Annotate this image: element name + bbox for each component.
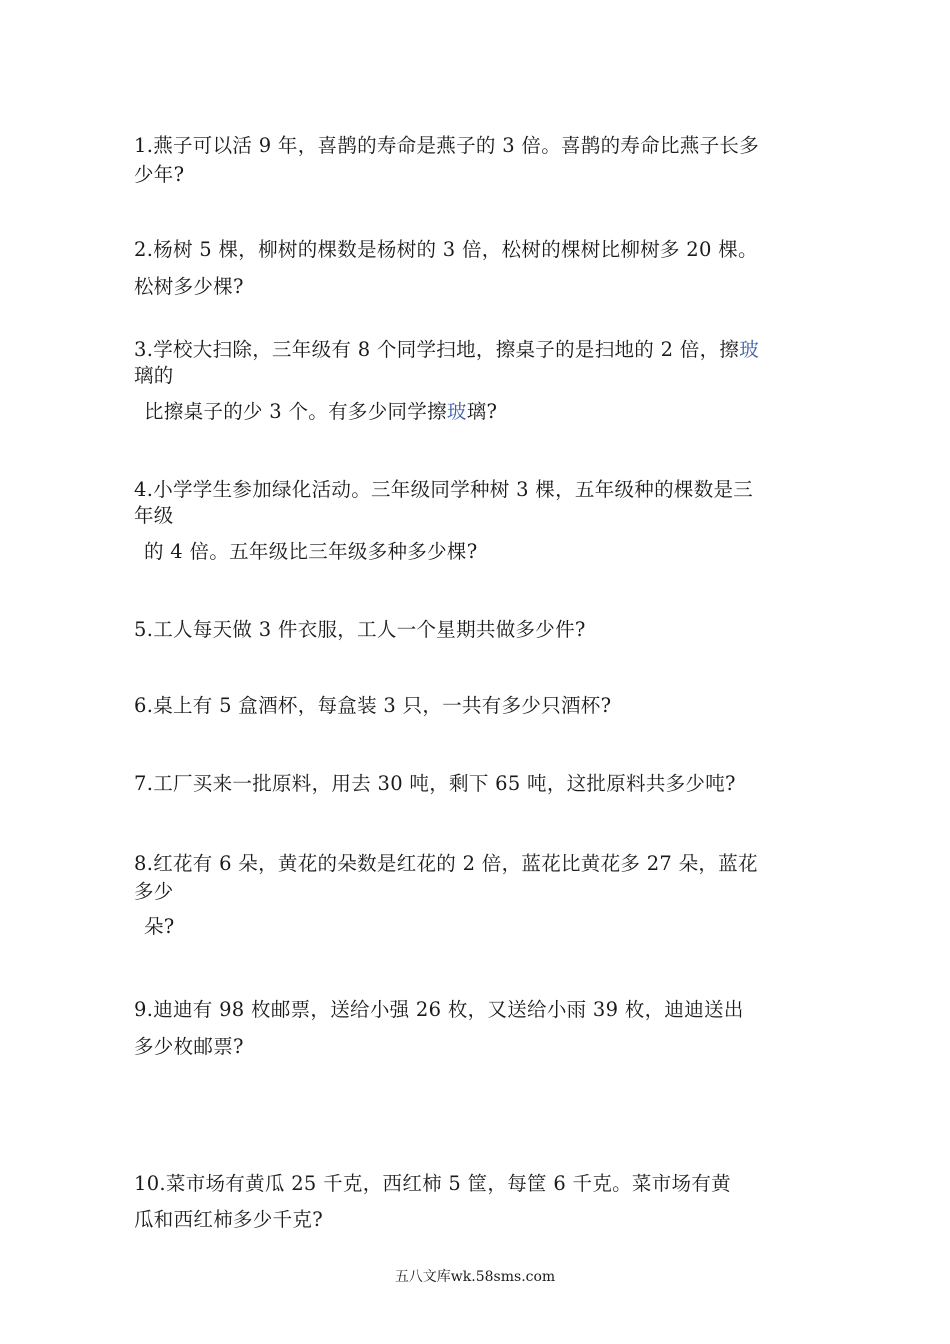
page-footer: 五八文库wk.58sms.com bbox=[394, 1269, 556, 1285]
question-3-line-3 bbox=[144, 400, 497, 424]
question-3-line-3-end: 璃? bbox=[466, 400, 498, 423]
question-3-line-1 bbox=[134, 338, 759, 362]
question-10-line-2: 瓜和西红柿多少千克? bbox=[134, 1208, 323, 1231]
question-4-line-1: 4.小学学生参加绿化活动。三年级同学种树 3 棵，五年级种的棵数是三 bbox=[134, 478, 754, 501]
question-10-line-1: 10.菜市场有黄瓜 25 千克，西红柿 5 筐，每筐 6 千克。菜市场有黄 bbox=[134, 1172, 731, 1195]
question-3-line-3-text: 比擦桌子的少 3 个。有多少同学擦 bbox=[144, 400, 447, 423]
question-8-line-2: 多少 bbox=[134, 880, 174, 903]
question-8-line-1: 8.红花有 6 朵，黄花的朵数是红花的 2 倍，蓝花比黄花多 27 朵，蓝花 bbox=[134, 852, 758, 875]
question-5-line-1: 5.工人每天做 3 件衣服，工人一个星期共做多少件? bbox=[134, 618, 586, 641]
question-9-line-2: 多少枚邮票? bbox=[134, 1035, 244, 1058]
question-4-line-3: 的 4 倍。五年级比三年级多种多少棵? bbox=[144, 540, 478, 563]
question-3-line-1-text: 3.学校大扫除，三年级有 8 个同学扫地，擦桌子的是扫地的 2 倍，擦 bbox=[134, 338, 740, 361]
question-8-line-3: 朵? bbox=[144, 915, 175, 938]
question-6-line-1: 6.桌上有 5 盒酒杯，每盒装 3 只，一共有多少只酒杯? bbox=[134, 694, 612, 717]
question-2-line-2: 松树多少棵? bbox=[134, 275, 244, 298]
question-7-line-1: 7.工厂买来一批原料，用去 30 吨，剩下 65 吨，这批原料共多少吨? bbox=[134, 772, 736, 795]
question-2-line-1: 2.杨树 5 棵，柳树的棵数是杨树的 3 倍，松树的棵树比柳树多 20 棵。 bbox=[134, 238, 758, 261]
question-1-line-1: 1.燕子可以活 9 年，喜鹊的寿命是燕子的 3 倍。喜鹊的寿命比燕子长多 bbox=[134, 134, 760, 157]
question-3-line-2: 璃的 bbox=[134, 364, 174, 387]
question-3-line-3-highlight: 玻 bbox=[446, 400, 467, 423]
question-1-line-2: 少年? bbox=[134, 163, 185, 186]
question-9-line-1: 9.迪迪有 98 枚邮票，送给小强 26 枚，又送给小雨 39 枚，迪迪送出 bbox=[134, 998, 744, 1021]
question-3-line-1-highlight: 玻 bbox=[739, 338, 760, 361]
question-4-line-2: 年级 bbox=[134, 504, 174, 527]
